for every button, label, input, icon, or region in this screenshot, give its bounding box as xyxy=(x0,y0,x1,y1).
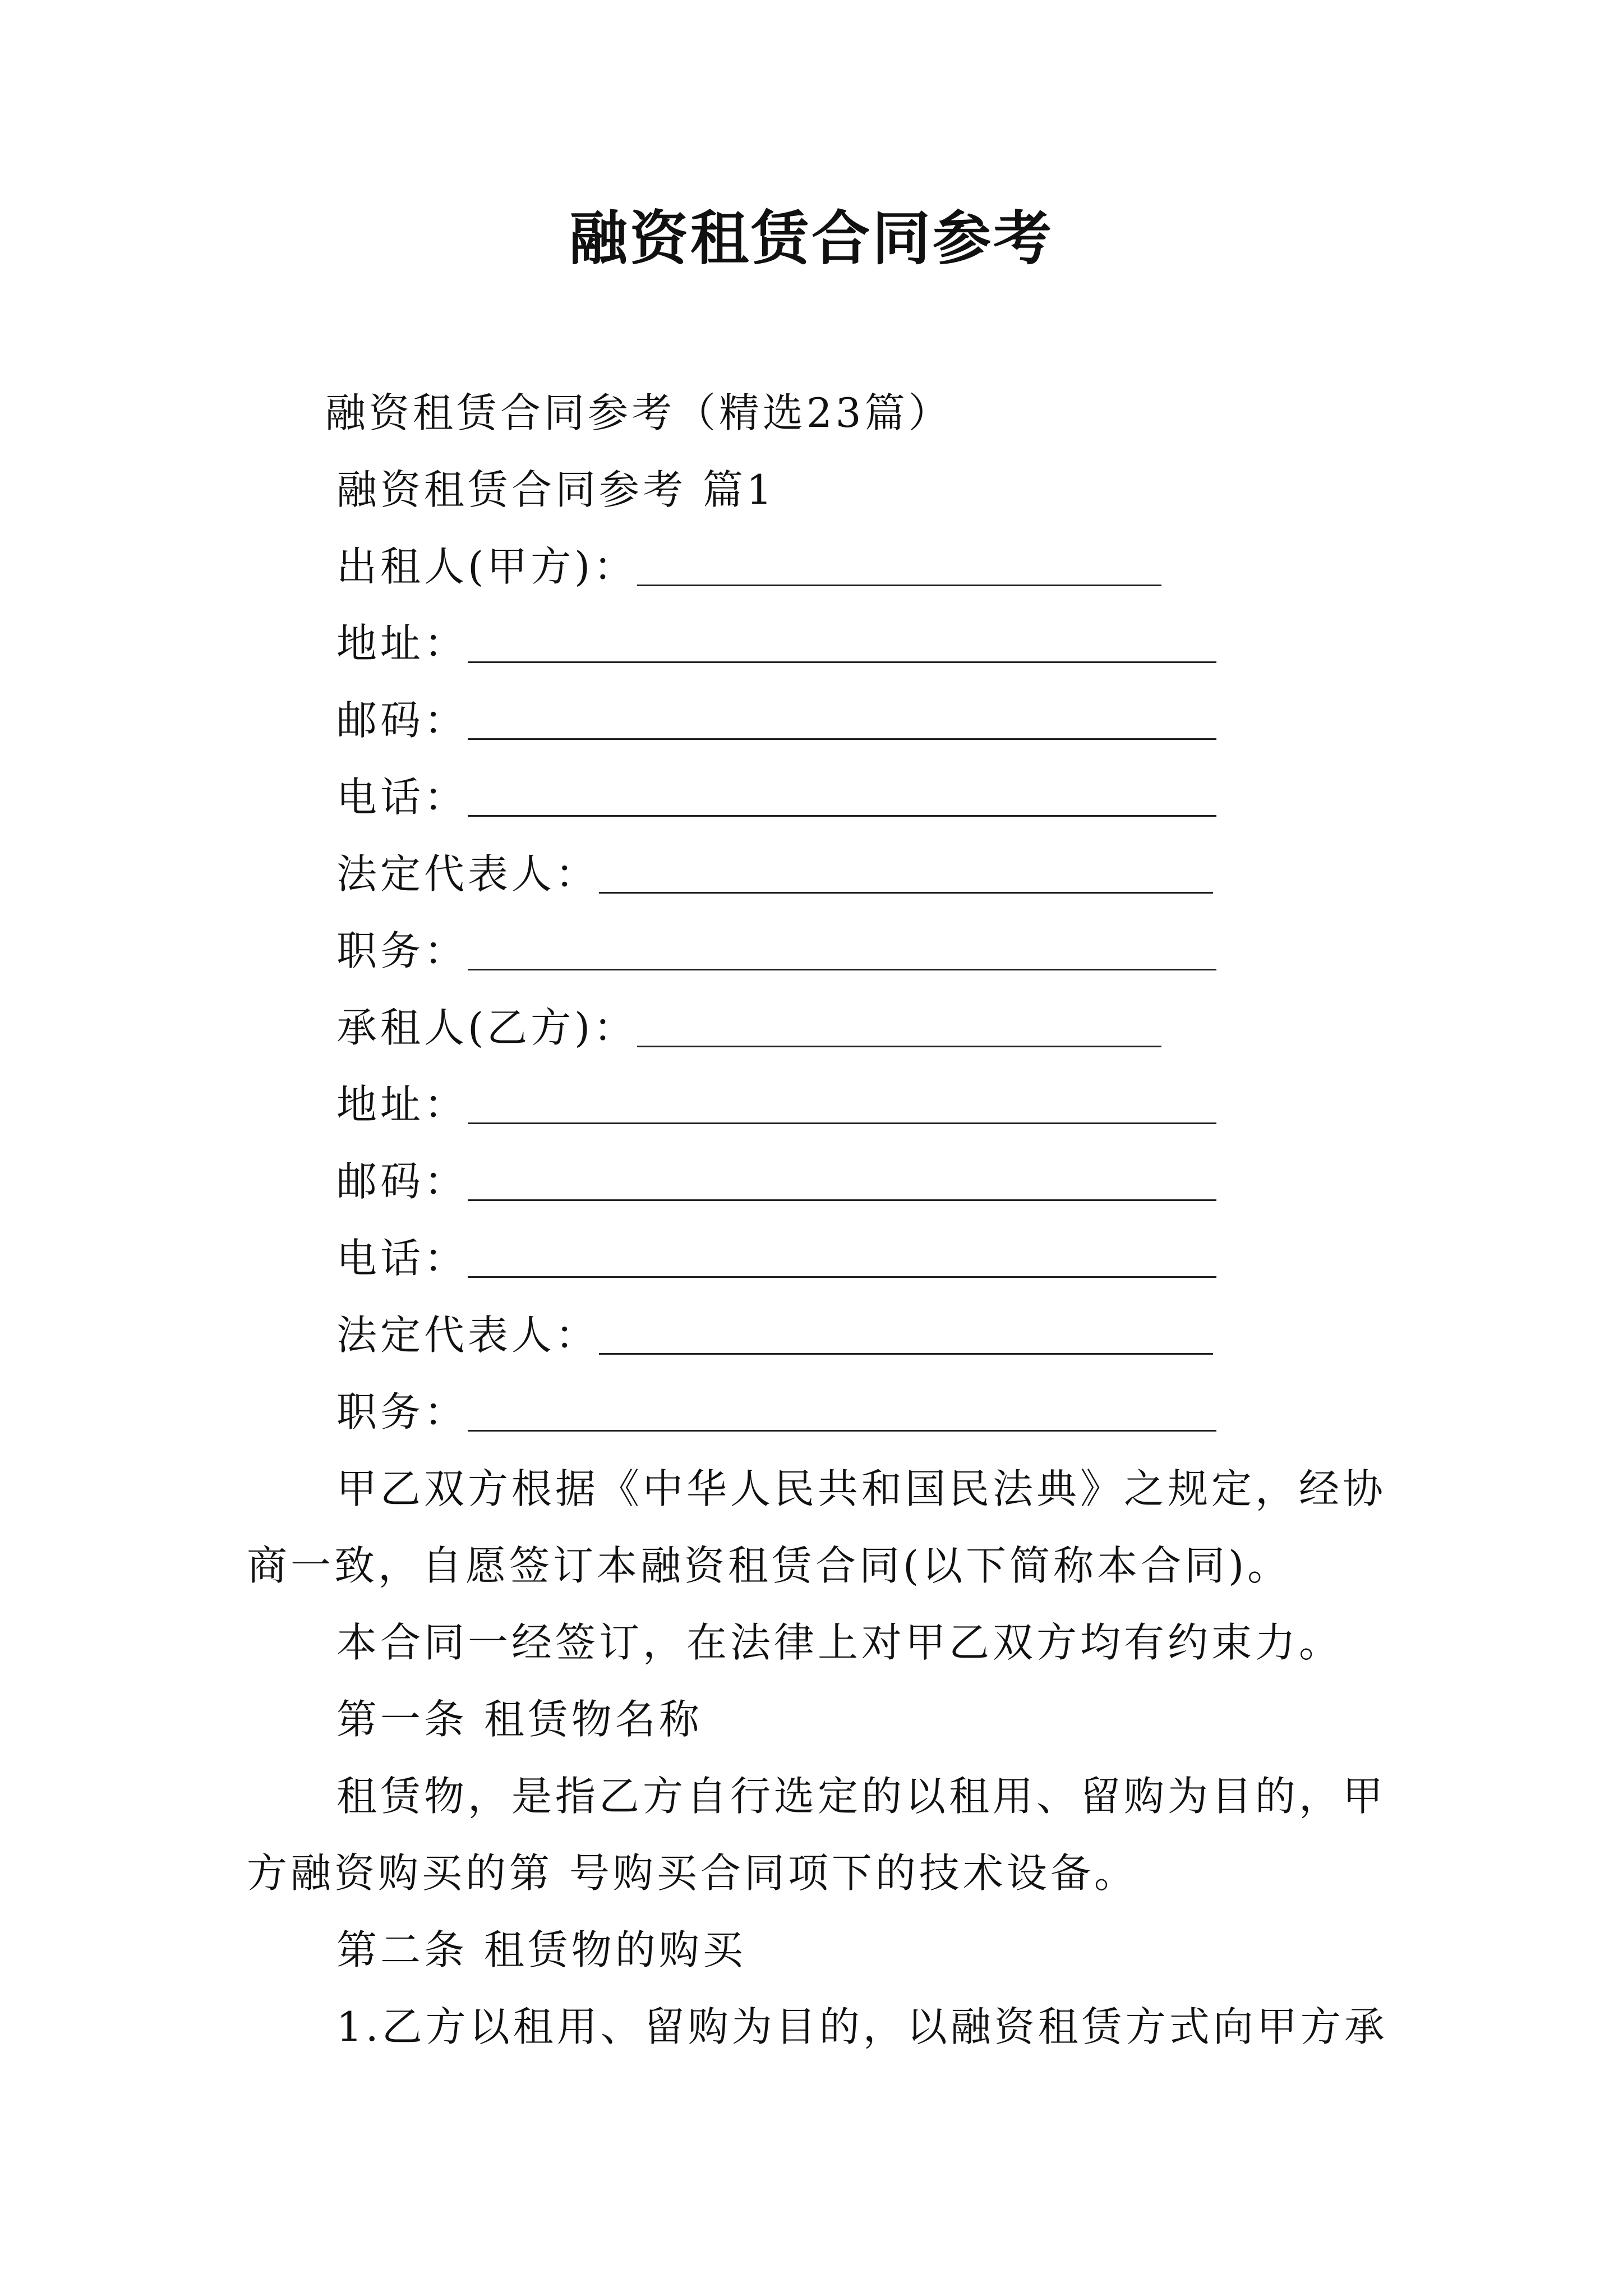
lessee-postcode-field xyxy=(247,1143,1391,1220)
lessee-field xyxy=(247,990,1391,1066)
lessee-legal-rep-label: 法定代表人： xyxy=(336,1312,600,1359)
document-body xyxy=(247,375,1391,2065)
lessee-phone-label: 电话： xyxy=(336,1235,468,1282)
lessor-field xyxy=(247,528,1391,605)
lessor-phone-label: 电话： xyxy=(336,774,468,821)
article-1-heading: 第一条 租赁物名称 xyxy=(336,1696,703,1743)
lessee-postcode-blank[interactable] xyxy=(468,1160,1216,1201)
lessor-legal-rep-blank[interactable] xyxy=(599,853,1213,894)
intro-line-2: 商一致，自愿签订本融资租赁合同(以下简称本合同)。 xyxy=(247,1542,1292,1589)
lessee-legal-rep-blank[interactable] xyxy=(599,1314,1213,1355)
lessee-phone-blank[interactable] xyxy=(468,1237,1216,1278)
lessee-position-label: 职务： xyxy=(336,1388,468,1435)
lessee-address-label: 地址： xyxy=(336,1081,468,1128)
lessor-legal-rep-label: 法定代表人： xyxy=(336,850,600,898)
article-2-item-1: 1.乙方以租用、留购为目的，以融资租赁方式向甲方承 xyxy=(336,2003,1388,2050)
lessee-position-blank[interactable] xyxy=(468,1391,1216,1432)
article-2-heading: 第二条 租赁物的购买 xyxy=(336,1926,746,1973)
lessor-label: 出租人(甲方)： xyxy=(336,543,638,590)
lessor-postcode-blank[interactable] xyxy=(468,699,1216,740)
lessor-name-blank[interactable] xyxy=(637,545,1161,586)
section-heading-row xyxy=(247,452,1391,528)
lessor-postcode-field xyxy=(247,682,1391,759)
lessee-legal-rep-field xyxy=(247,1297,1391,1374)
lessee-position-field xyxy=(247,1374,1391,1451)
document-title: 融资租赁合同参考 xyxy=(569,204,1054,273)
lessor-phone-field xyxy=(247,759,1391,836)
article-1-line-2: 方融资购买的第 号购买合同项下的技术设备。 xyxy=(247,1849,1138,1897)
lessor-phone-blank[interactable] xyxy=(468,776,1216,817)
document-subtitle: 融资租赁合同参考（精选23篇） xyxy=(325,389,952,436)
lessor-position-blank[interactable] xyxy=(468,930,1216,970)
lessor-address-blank[interactable] xyxy=(468,622,1216,663)
lessor-address-label: 地址： xyxy=(336,620,468,667)
lessor-postcode-label: 邮码： xyxy=(336,697,468,744)
lessee-address-field xyxy=(247,1066,1391,1143)
lessor-legal-rep-field xyxy=(247,836,1391,913)
document-subtitle-row xyxy=(241,375,1385,452)
lessor-address-field xyxy=(247,605,1391,682)
section-heading: 融资租赁合同参考 篇1 xyxy=(336,466,776,513)
lessee-phone-field xyxy=(247,1220,1391,1297)
lessee-address-blank[interactable] xyxy=(468,1083,1216,1124)
lessee-postcode-label: 邮码： xyxy=(336,1158,468,1205)
lessee-name-blank[interactable] xyxy=(637,1006,1161,1047)
article-1-paragraph xyxy=(247,1758,1391,1912)
lessor-position-label: 职务： xyxy=(336,927,468,974)
lessee-label: 承租人(乙方)： xyxy=(336,1004,638,1051)
intro-paragraph xyxy=(247,1451,1391,1604)
intro-line-1: 甲乙双方根据《中华人民共和国民法典》之规定，经协 xyxy=(336,1465,1387,1512)
lessor-position-field xyxy=(247,913,1391,990)
binding-clause: 本合同一经签订，在法律上对甲乙双方均有约束力。 xyxy=(336,1619,1343,1666)
article-1-line-1: 租赁物，是指乙方自行选定的以租用、留购为目的，甲 xyxy=(336,1773,1387,1820)
